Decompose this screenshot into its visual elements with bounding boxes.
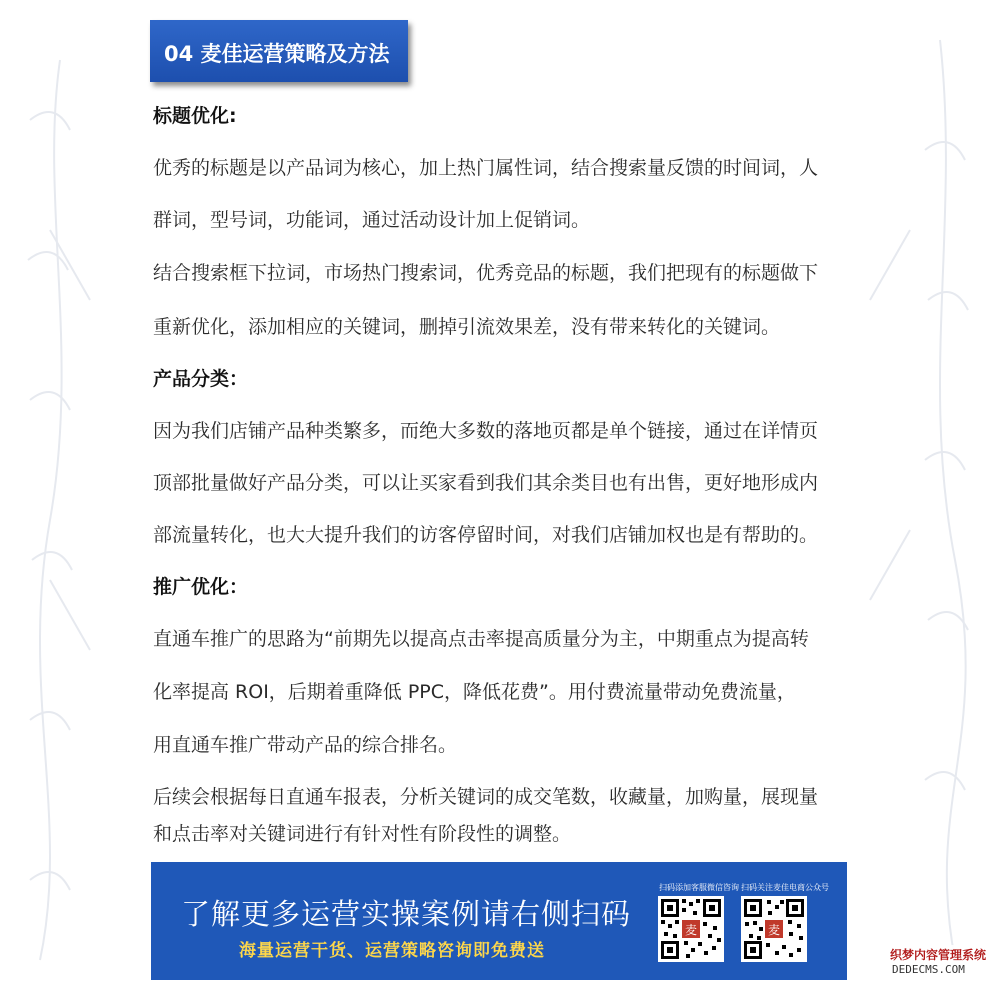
qr-center-glyph: 麦: [767, 923, 781, 937]
paragraph-line: 后续会根据每日直通车报表，分析关键词的成交笔数，收藏量，加购量，展现量: [153, 786, 819, 808]
watermark-title: 织梦内容管理系统: [890, 948, 987, 962]
heading-title-optimization: 标题优化:: [153, 105, 237, 127]
heading-product-category: 产品分类：: [153, 368, 249, 390]
paragraph-line: 化率提高 ROI，后期着重降低 PPC，降低花费”。用付费流量带动免费流量，: [153, 681, 796, 703]
paragraph-line: 结合搜索框下拉词，市场热门搜索词，优秀竞品的标题，我们把现有的标题做下: [153, 262, 819, 284]
qr-pattern-icon: [658, 896, 724, 962]
promo-banner: [151, 862, 847, 980]
qr-center-glyph: 麦: [684, 923, 698, 937]
qr-code-official-account[interactable]: [741, 896, 807, 962]
paragraph-line: 用直通车推广带动产品的综合排名。: [153, 734, 458, 756]
qr-caption-service: 扫码添加客服微信咨询: [659, 883, 739, 892]
qr-code-service[interactable]: [658, 896, 724, 962]
qr-pattern-icon: [741, 896, 807, 962]
watermark-url: DEDECMS.COM: [892, 963, 965, 976]
section-title-banner: [150, 20, 408, 82]
paragraph-line: 重新优化，添加相应的关键词，删掉引流效果差，没有带来转化的关键词。: [153, 316, 781, 338]
qr-caption-official-account: 扫码关注麦佳电商公众号: [741, 883, 829, 892]
paragraph-line: 部流量转化，也大大提升我们的访客停留时间，对我们店铺加权也是有帮助的。: [153, 524, 819, 546]
paragraph-line: 群词，型号词，功能词，通过活动设计加上促销词。: [153, 209, 591, 231]
promo-sub-text: 海量运营干货、运营策略咨询即免费送: [239, 941, 545, 961]
section-title: 04 麦佳运营策略及方法: [164, 42, 390, 66]
paragraph-line: 和点击率对关键词进行有针对性有阶段性的调整。: [153, 823, 572, 845]
paragraph-line: 因为我们店铺产品种类繁多，而绝大多数的落地页都是单个链接，通过在详情页: [153, 420, 819, 442]
paragraph-line: 优秀的标题是以产品词为核心，加上热门属性词，结合搜索量反馈的时间词，人: [153, 157, 819, 179]
heading-promotion-optimization: 推广优化：: [153, 576, 249, 598]
promo-main-text: 了解更多运营实操案例请右侧扫码: [181, 897, 632, 931]
paragraph-line: 顶部批量做好产品分类，可以让买家看到我们其余类目也有出售，更好地形成内: [153, 472, 819, 494]
watermark: [886, 945, 998, 979]
paragraph-line: 直通车推广的思路为“前期先以提高点击率提高质量分为主，中期重点为提高转: [153, 628, 809, 650]
